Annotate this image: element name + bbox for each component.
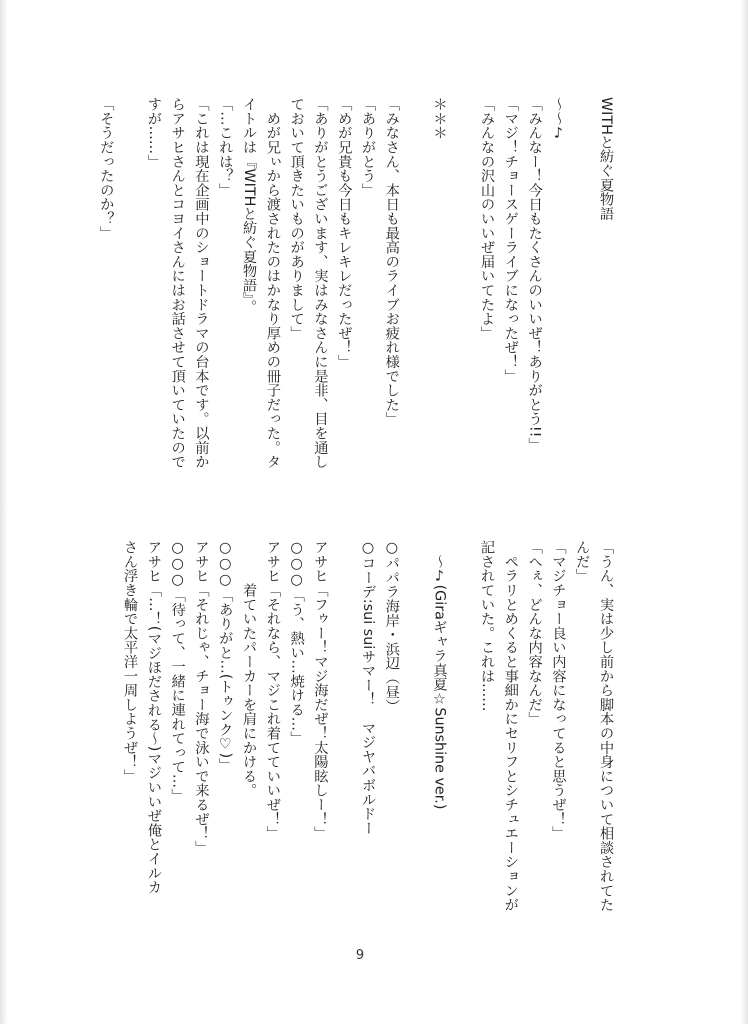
page-number: 9	[355, 948, 365, 963]
text-line: めが兄ぃから渡されたのはかなり厚めの冊子だった。タ	[264, 97, 281, 469]
text-line: 「へぇ、どんな内容なんだ」	[526, 540, 543, 726]
text-line: ○○○「ありがと…(トゥンク♡)」	[217, 540, 234, 773]
text-line: 「みんなー！今日もたくさんのいいぜ！ありがとう!!」	[526, 97, 543, 452]
text-line: 「うん、実は少し前から脚本の中身について相談されてた	[598, 540, 614, 912]
text-line: ペラリとめくると事細かにセリフとシチュエーションが	[502, 540, 519, 912]
text-block-top	[93, 97, 617, 477]
text-line: 「これは現在企画中のショートドラマの台本です。以前か	[193, 97, 210, 469]
text-line: アサヒ「…！(マジほだされる〜)マジいいぜ俺とイルカ	[145, 540, 162, 895]
text-block-bottom	[117, 540, 617, 920]
blank-line	[450, 97, 474, 477]
text-line: 「ありがとう」	[360, 97, 377, 198]
text-line: アサヒ「それなら、マジこれ着てていいぜ！」	[264, 540, 281, 841]
text-line: らアサヒさんとコヨイさんにはお話させて頂いていたので	[169, 97, 186, 469]
page-edge-right	[740, 0, 748, 1024]
text-line: さん浮き輪で太平洋一周しようぜ！」	[122, 540, 139, 784]
blank-line	[569, 97, 593, 477]
text-line: すが……」	[145, 97, 162, 169]
text-line: 「ありがとうございます、実はみなさんに是非、目を通し	[312, 97, 329, 469]
text-line: 〜♪(Giraギャラ真夏☆Sunshine ver.)	[431, 540, 448, 810]
text-line: アサヒ「それじゃ、チョー海で泳いで来るぜ！」	[193, 540, 210, 855]
text-line: アサヒ「フゥー！マジ海だぜ！太陽眩しー！」	[312, 540, 329, 841]
text-line: 着ていたパーカーを肩にかける。	[241, 540, 258, 798]
text-line: 「みんなの沢山のいいぜ届いてたよ」	[479, 97, 496, 341]
page-edge-left	[0, 0, 8, 1024]
text-line: WITHと紡ぐ夏物語	[598, 97, 614, 221]
text-line: ○パパラ海岸・浜辺（昼）	[383, 540, 400, 714]
text-line: 〜〜♪	[550, 97, 567, 142]
text-line: 「…これは？」	[217, 97, 234, 198]
text-line: ○コーデ:sui suiサマー！ マジヤバボルドー	[360, 540, 377, 836]
blank-line	[331, 540, 355, 920]
text-line: 記されていた。これは……	[479, 540, 496, 712]
text-line: 「マジ！チョースゲーライブになったぜ！」	[502, 97, 519, 383]
text-line: 「みなさん、本日も最高のライブお疲れ様でした」	[383, 97, 400, 426]
text-line: んだ」	[574, 540, 591, 583]
text-line: ＊＊＊	[431, 97, 448, 140]
text-line: ○○○「待って、一緒に連れてって…」	[169, 540, 186, 803]
text-line: 「マジチョー良い内容になってると思うぜ！」	[550, 540, 567, 841]
blank-line	[403, 97, 427, 477]
blank-line	[403, 540, 427, 920]
blank-line	[117, 97, 141, 477]
text-line: ておいて頂きたいものがありまして」	[288, 97, 305, 341]
text-line: 「そうだったのか？」	[98, 97, 115, 240]
text-line: イトルは『WITHと紡ぐ夏物語』。	[241, 97, 258, 314]
text-line: 「めが兄貴も今日もキレキレだったぜ！」	[336, 97, 353, 369]
blank-line	[450, 540, 474, 920]
text-line: ○○○「う、熱い…焼ける…」	[288, 540, 305, 746]
